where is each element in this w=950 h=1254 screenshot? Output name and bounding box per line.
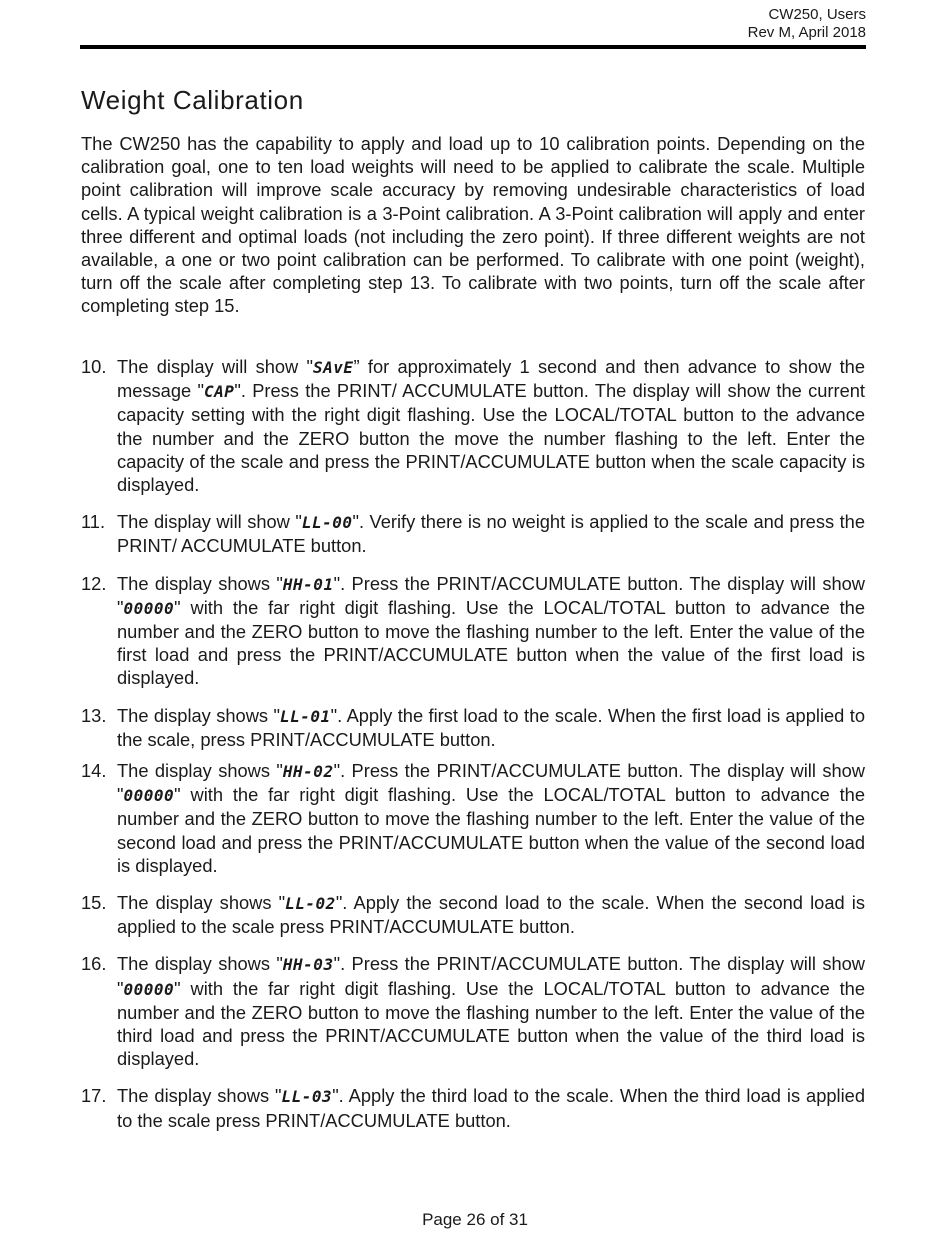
display-code: LL-01 <box>279 706 331 726</box>
step-number: 14. <box>81 760 107 782</box>
display-code: 00000 <box>123 598 175 618</box>
step-number: 16. <box>81 953 107 975</box>
step-text: ". Apply the second load to the scale. When the second load is applied to the scale press PRINT/ACCUMULATE button. <box>117 892 866 938</box>
step-text: The display shows " <box>117 572 283 594</box>
display-code: HH-02 <box>282 762 334 782</box>
display-code: 00000 <box>123 786 175 806</box>
display-code: 00000 <box>123 979 175 999</box>
step-16 <box>81 952 865 1070</box>
step-10 <box>81 355 865 496</box>
step-text: The display shows " <box>117 704 280 726</box>
step-17 <box>81 1084 865 1131</box>
step-13 <box>81 704 865 751</box>
page-number: Page 26 of 31 <box>422 1210 528 1229</box>
step-text: The display shows " <box>117 953 283 975</box>
calibration-steps <box>81 355 865 1146</box>
step-text: ". Press the PRINT/ACCUMULATE button. The display will show " <box>117 572 865 618</box>
step-text: ". Verify there is no weight is applied to the scale and press the PRINT/ ACCUMULATE button. <box>117 511 866 557</box>
step-text: ". Press the PRINT/ACCUMULATE button. The display will show " <box>117 953 865 999</box>
header-rule <box>80 45 866 49</box>
step-text: The display shows " <box>117 892 286 914</box>
display-code: HH-03 <box>282 955 334 975</box>
display-code: LL-02 <box>285 894 336 914</box>
display-code: LL-00 <box>301 513 353 533</box>
step-number: 15. <box>81 892 107 914</box>
header-revision: Rev M, April 2018 <box>747 24 866 41</box>
step-15 <box>81 891 865 938</box>
display-code: SAvE <box>313 358 354 377</box>
step-text: " with the far right digit flashing. Use the LOCAL/TOTAL button to advance the number and the ZERO button to move the flashing number to the left. Enter the value of the first load and press the PRINT/ACCUMULATE button when the value of the first load is displayed. <box>117 596 865 689</box>
step-11 <box>81 510 865 557</box>
step-text: The display will show " <box>117 356 313 377</box>
step-text: The display will show " <box>117 511 302 533</box>
section-title: Weight Calibration <box>81 85 304 115</box>
step-text: ” for approximately 1 second and then advance to show the message " <box>117 356 865 402</box>
step-text: ". Press the PRINT/ACCUMULATE button. The display will show " <box>117 760 865 806</box>
step-number: 17. <box>81 1085 107 1107</box>
step-text: ". Press the PRINT/ ACCUMULATE button. The display will show the current capacity setting with the right digit flashing. Use the LOCAL/TOTAL button to the advance the number and the ZERO button the move the number flashing to the left. Enter the capacity of the scale and press the PRINT/ACCUMULATE button when the scale capacity is displayed. <box>117 380 865 496</box>
step-number: 12. <box>81 572 107 594</box>
step-text: " with the far right digit flashing. Use the LOCAL/TOTAL button to advance the number and the ZERO button to move the flashing number to the left. Enter the value of the third load and press the PRINT/ACCUMULATE button when the value of the third load is displayed. <box>117 977 865 1070</box>
display-code: HH-01 <box>282 574 334 594</box>
step-number: 11. <box>81 511 106 533</box>
step-text: " with the far right digit flashing. Use the LOCAL/TOTAL button to advance the number and the ZERO button to move the flashing number to the left. Enter the value of the second load and press the PRINT/ACCUMULATE button when the value of the second load is displayed. <box>117 784 865 876</box>
step-14 <box>81 759 865 877</box>
step-text: ". Apply the first load to the scale. When the first load is applied to the scale, press PRINT/ACCUMULATE button. <box>117 704 866 750</box>
step-number: 13. <box>81 704 107 726</box>
step-text: The display shows " <box>117 760 283 782</box>
step-number: 10. <box>81 356 107 377</box>
step-text: ". Apply the third load to the scale. When the third load is applied to the scale press PRINT/ACCUMULATE button. <box>117 1085 865 1131</box>
intro-paragraph: The CW250 has the capability to apply and load up to 10 calibration points. Depending on the calibration goal, one to ten load weights will need to be applied to calibrate the scale. Multiple point calibration will improve scale accuracy by removing undesirable characteristics of load cells. A typical weight calibration is a 3-Point calibration. A 3-Point calibration will apply and enter three different and optimal loads (not including the zero point). If three different weights are not available, a one or two point calibration can be performed. To calibrate with one point (weight), turn off the scale after completing step 13. To calibrate with two points, turn off the scale after completing step 15. <box>81 133 865 317</box>
display-code: CAP <box>203 382 235 402</box>
header-document-name: CW250, Users <box>768 6 866 23</box>
display-code: LL-03 <box>281 1087 333 1107</box>
step-12 <box>81 572 865 690</box>
page-header <box>80 6 866 42</box>
step-text: The display shows " <box>117 1085 282 1107</box>
